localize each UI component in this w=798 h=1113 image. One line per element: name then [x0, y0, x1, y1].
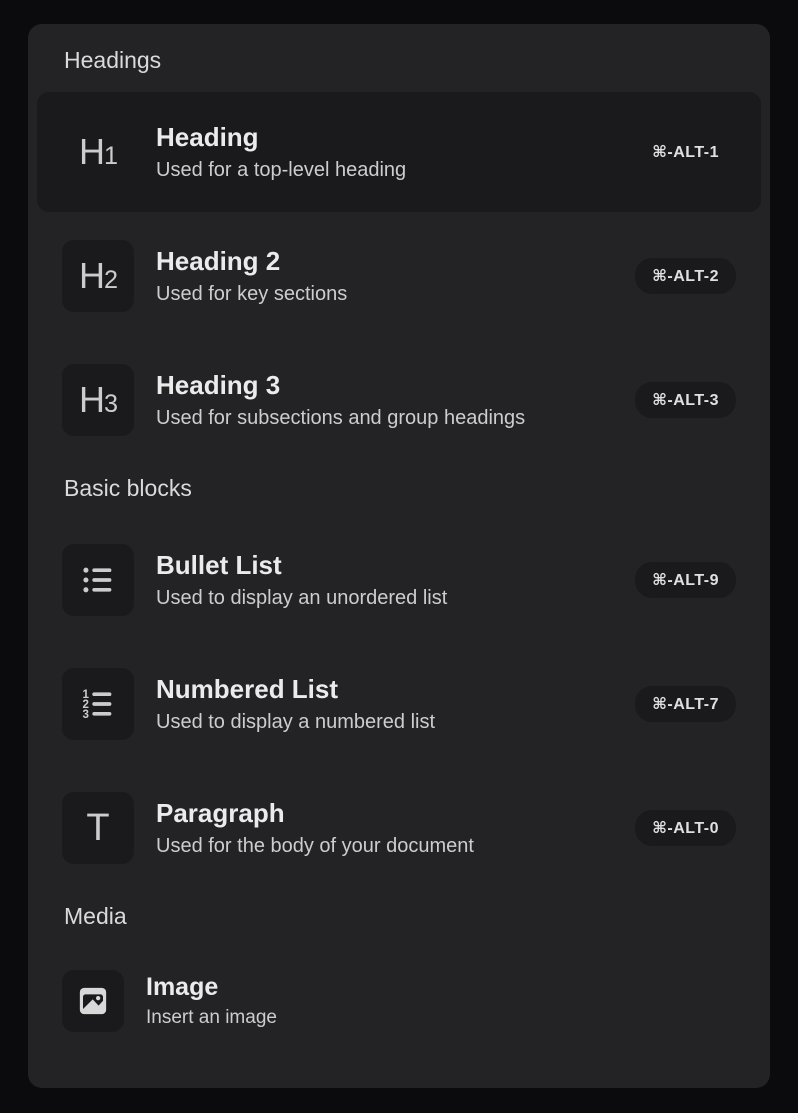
h3-icon-glyph: H3	[78, 379, 117, 420]
menu-item-title: Heading	[156, 121, 259, 152]
menu-item-numbered-list[interactable]	[37, 644, 761, 764]
menu-item-description: Used to display a numbered list	[156, 711, 436, 734]
svg-text:3: 3	[82, 708, 89, 721]
menu-item-text	[156, 675, 435, 734]
block-insert-menu	[28, 24, 770, 1088]
h1-icon	[62, 116, 134, 188]
menu-item-image[interactable]	[37, 948, 761, 1054]
section-label-media: Media	[64, 903, 127, 929]
menu-item-title: Image	[146, 973, 219, 1002]
h2-icon-glyph: H2	[78, 255, 117, 296]
menu-item-text	[156, 799, 474, 858]
menu-item-heading[interactable]	[37, 92, 761, 212]
bullet-list-icon	[62, 544, 134, 616]
menu-item-title: Heading 2	[156, 245, 281, 276]
menu-item-text	[146, 973, 277, 1029]
menu-item-text	[156, 247, 347, 306]
menu-item-heading-3[interactable]	[37, 340, 761, 460]
menu-item-description: Used for a top-level heading	[156, 159, 407, 182]
shortcut-badge: ⌘-ALT-2	[635, 258, 736, 294]
h1-icon-glyph: H1	[78, 131, 117, 172]
menu-item-title: Bullet List	[156, 549, 282, 580]
svg-text:1: 1	[82, 689, 89, 702]
menu-item-bullet-list[interactable]	[37, 520, 761, 640]
svg-text:2: 2	[82, 699, 89, 712]
menu-item-description: Used for key sections	[156, 283, 348, 306]
menu-item-description: Used for subsections and group headings	[156, 407, 526, 430]
paragraph-icon	[62, 792, 134, 864]
menu-item-paragraph[interactable]	[37, 768, 761, 888]
shortcut-badge: ⌘-ALT-9	[635, 562, 736, 598]
menu-item-description: Used for the body of your document	[156, 835, 474, 858]
h3-icon	[62, 364, 134, 436]
image-icon	[62, 970, 124, 1032]
section-label-basic-blocks: Basic blocks	[64, 475, 192, 501]
menu-item-title: Numbered List	[156, 673, 339, 704]
menu-item-text	[156, 123, 406, 182]
shortcut-badge: ⌘-ALT-1	[635, 134, 736, 170]
shortcut-badge: ⌘-ALT-7	[635, 686, 736, 722]
menu-item-text	[156, 371, 525, 430]
menu-item-description: Used to display an unordered list	[156, 587, 448, 610]
menu-item-title: Heading 3	[156, 369, 281, 400]
menu-item-text	[156, 551, 447, 610]
shortcut-badge: ⌘-ALT-3	[635, 382, 736, 418]
numbered-list-icon	[62, 668, 134, 740]
shortcut-badge: ⌘-ALT-0	[635, 810, 736, 846]
menu-item-description: Insert an image	[146, 1006, 277, 1028]
section-label-headings: Headings	[64, 47, 162, 73]
paragraph-icon-glyph: T	[86, 807, 110, 849]
menu-item-title: Paragraph	[156, 797, 285, 828]
menu-item-heading-2[interactable]	[37, 216, 761, 336]
h2-icon	[62, 240, 134, 312]
